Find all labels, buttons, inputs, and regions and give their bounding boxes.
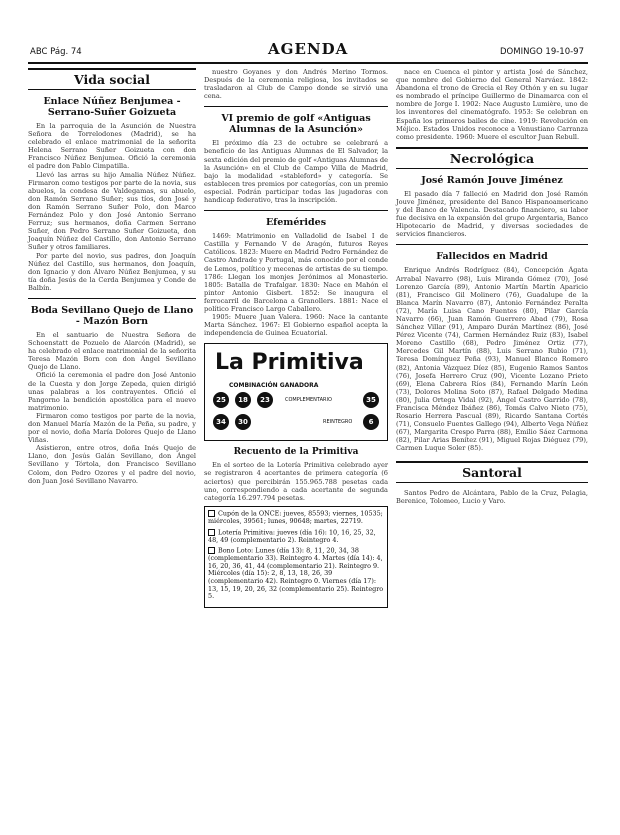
paragraph: En la parroquia de la Asunción de Nuestra Señora de Torrelodones (Madrid), se ha celebrado el enlace matrimonial de la señorita Helena Serrano Suñer Goizueta con don Francisco Núñez Benjumea. Ofició la ceremonia el padre don Pablo Cimpatilla. <box>28 122 196 171</box>
checkbox-icon <box>208 510 215 517</box>
page-header <box>28 40 588 64</box>
divider <box>396 244 588 245</box>
number-ball: 30 <box>235 414 251 430</box>
necrologica-heading: Necrológica <box>396 147 588 169</box>
paragraph: En el santuario de Nuestra Señora de Schoenstatt de Pozuelo de Alarcón (Madrid), se ha celebrado el enlace matrimonial de la señorita Teresa Mazón Born con don Ángel Sevillano Quejo de Llano. <box>28 330 196 372</box>
santoral-heading: Santoral <box>396 461 588 483</box>
article-heading: VI premio de golf «Antiguas Alumnas de la Asunción» <box>221 113 371 136</box>
obituary-heading: José Ramón Jouve Jiménez <box>421 174 563 186</box>
complementary-label: COMPLEMENTARIO <box>285 397 332 404</box>
number-ball: 34 <box>213 414 229 430</box>
bonoloto-result: Bono Loto: Lunes (día 13): 8, 11, 20, 34, 38 (complementario 33). Reintegro 4. Martes (día 14): 4, 16, 20, 36, 41, 44 (complementario 21). Reintegro 9. Miércoles (día 15): 2, 8, 13, 18, 26, 39 (complementario 42). Reintegro 0. Viernes (día 17): 13, 15, 19, 20, 26, 32 (complementario 25). Reintegro 5. <box>208 546 384 601</box>
vida-social-heading: Vida social <box>28 68 196 90</box>
results-box <box>204 506 388 608</box>
reintegro-ball: 6 <box>363 414 379 430</box>
column-1 <box>28 68 196 485</box>
column-2 <box>204 68 388 608</box>
paragraph: En el sorteo de la Lotería Primitiva celebrado ayer se registraron 4 acertantes de primera categoría (6 aciertos) que percibirán 155.965.788 pesetas cada uno, correspondiendo a cada acertante de segunda categoría 16.297.794 pesetas. <box>204 461 388 502</box>
efemerides-heading: Efemérides <box>265 217 327 229</box>
paragraph: 1469: Matrimonio en Valladolid de Isabel I de Castilla y Fernando V de Aragón, futuros Reyes Católicos. 1823: Muere en Madrid Pedro Fernández de Castro Andrade y Portugal, más conocido por el conde de Lemos, político y mecenas de artistas de su tiempo. 1786: Llegan los monjes Jerónimos al Monasterio. 1805: Batalla de Trafalgar. 1830: Nace en Mahón el pintor Antonio Gisbert. 1852: Se inaugura el ferrocarril de Barcelona a Granollers. 1881: Nace el político Francisco Largo Caballero. <box>204 232 388 313</box>
paragraph: El próximo día 23 de octubre se celebrará a beneficio de las Antiguas Alumnas de El Salvador, la sexta edición del premio de golf «Antiguas Alumnas de la Asunción» en el Club de Campo Villa de Madrid, bajo la modalidad «stableford» y categoría. Se establecen tres premios por categorías, con un premio especial. Podrán participar todas las jugadoras con handicap federativo, tras la inscripción. <box>204 139 388 205</box>
number-ball: 18 <box>235 392 251 408</box>
paragraph: Por parte del novio, sus padres, don Joaquín Núñez del Castillo, sus hermanos, don Joaquín, don Ignacio y don Álvaro Núñez Benjumea, y su tía doña Jesús de la Cerda Benjumea y Conde de Balbín. <box>28 251 196 292</box>
paragraph: Firmaron como testigos por parte de la novia, don Manuel María Mazón de la Peña, su padre, y por el novio, doña María Dolores Quejo de Llano Viñas. <box>28 411 196 445</box>
once-result: Cupón de la ONCE: jueves, 85593; viernes, 10535; miércoles, 39561; lunes, 90648; martes, 22719. <box>208 509 383 525</box>
number-ball: 25 <box>213 392 229 408</box>
paragraph: Ofició la ceremonia el padre don José Antonio de la Cuesta y don Jorge Zepeda, quien dirigió unas palabras a los contrayentes. Ofició el Pangorno la bendición apostólica para el nuevo matrimonio. <box>28 371 196 412</box>
recuento-heading: Recuento de la Primitiva <box>233 447 359 458</box>
section-title: AGENDA <box>268 40 349 58</box>
number-ball: 35 <box>363 392 379 408</box>
paragraph: Llevó las arras su hijo Amalia Núñez Núñez. Firmaron como testigos por parte de la novia, sus abuelos, la condesa de Valdegamas, su abuelo, don Ramón Serrano Suñer; sus tíos, don José y don Ramón Serrano Suñer Polo, don Marco Fernández Polo y don José Antonio Serrano Ferruz; sus hermanos, doña Carmen Serrano Suñer, don Pedro Serrano Suñer Goizueta, don Joaquín Núñez del Castillo, don Antonio Serrano Suñer y otros familiares. <box>28 170 196 252</box>
checkbox-icon <box>208 547 215 554</box>
reintegro-label: REINTEGRO <box>323 419 353 426</box>
divider <box>204 106 388 107</box>
article-heading: Boda Sevillano Quejo de Llano - Mazón Born <box>30 304 194 327</box>
paragraph: Santos Pedro de Alcántara, Pablo de la Cruz, Pelagia, Berenice, Tolomeo, Lucio y Varo. <box>396 488 588 505</box>
article-heading: Enlace Núñez Benjumea - Serrano-Suñer Goizueta <box>43 96 181 118</box>
column-3 <box>396 68 588 505</box>
fallecidos-heading: Fallecidos en Madrid <box>436 251 548 263</box>
paragraph: 1905: Muere Juan Valera. 1960: Nace la cantante Marta Sánchez. 1967: El Gobierno español acepta la independencia de Guinea Ecuatorial. <box>204 313 388 338</box>
primitiva-result: Lotería Primitiva: jueves (día 16): 10, 16, 25, 32, 48, 49 (complementario 2). Reintegro 4. <box>208 528 376 544</box>
divider <box>204 210 388 211</box>
paragraph: nace en Cuenca el pintor y artista José de Sánchez, que nombre del Gobierno del General Narváez. 1842: Abandona el trono de Grecia el Rey Othón y en su lugar es nombrado el príncipe Guillermo de Dinamarca con el nombre de Jorge I. 1902: Nace Augusto Lumière, uno de los inventores del cinematógrafo. 1953: Se celebran en España los primeros bailes de cine. 1919: Revolución en Méjico. Estados Unidos reconoce a Venustiano Carranza como presidente. 1960: Muere el escultor Juan Rebull. <box>396 68 588 141</box>
combination-label: COMBINACIÓN GANADORA <box>229 382 319 390</box>
paragraph: nuestro Goyanes y don Andrés Merino Tormos. Después de la ceremonia religiosa, los invitados se trasladaron al Club de Campo donde se sirvió una cena. <box>204 68 388 101</box>
checkbox-icon <box>208 529 215 536</box>
divider <box>28 298 196 299</box>
page-number: ABC Pág. 74 <box>30 47 82 57</box>
primitiva-logo: La Primitiva <box>215 350 364 376</box>
paragraph: Enrique Andrés Rodríguez (84), Concepción Ágata Arrabal Navarro (98), Luis Miranda Gómez (70), José Lorenzo García (89), Antonio Martín Martín Aparicio (81), Francisco Gil Molinero (76), Guadalupe de la Blanca Marín Navarro (87), Antonio Fernández Peralta (72), María Luisa Cano Fuentes (80), Pilar García Navarro (66), Juan Ramón Guerrero Abad (79), Rosa Sánchez Villar (91), Amparo Durán Martínez (86), José Pérez Vicente (74), Carmen Hernández Ruiz (83), Isabel Moreno Castillo (68), Pedro Jiménez Ortiz (77), Mercedes Gil Martín (88), Luis Serrano Rubio (71), Teresa Domínguez Peña (93), Manuel Blanco Romero (82), Antonia Vázquez Díez (85), Eugenio Ramos Santos (76), Josefa Herrero Cruz (90), Vicente Lozano Prieto (69), Elena Cabrera Ríos (84), Fernando Marín León (73), Dolores Molina Soto (87), Rafael Delgado Medina (80), Julia Ortega Vidal (92), Ángel Castro Garrido (78), Francisca Méndez Ibáñez (86), Tomás Calvo Nieto (75), Rosario Herrera Pascual (89), Ricardo Santana Cortés (71), Consuelo Fuentes Gallego (94), Alberto Vega Núñez (67), Margarita Crespo Parra (88), Emilio Sáez Carmona (82), Pilar Arias Benítez (91), Miguel Rojas Diéguez (79), Carmen Luque Soler (85). <box>396 266 588 453</box>
primitiva-box <box>204 343 388 441</box>
paragraph: El pasado día 7 falleció en Madrid don José Ramón Jouve Jiménez, presidente del Banco Hispanoamericano y del Banco de Valencia. Destacado financiero, su labor fue decisiva en la expansión del grupo Argentaria, Banco Hipotecario de Madrid, y diversas sociedades de servicios financieros. <box>396 189 588 239</box>
paragraph: Asistieron, entre otros, doña Inés Quejo de Llano, don Jesús Galán Sevillano, don Ángel Sevillano y Tórtola, don Francisco Sevillano Colom, don Pedro Ozores y el padre del novio, don Juan José Sevillano Navarro. <box>28 444 196 485</box>
page-date: DOMINGO 19-10-97 <box>500 47 584 57</box>
number-ball: 23 <box>257 392 273 408</box>
